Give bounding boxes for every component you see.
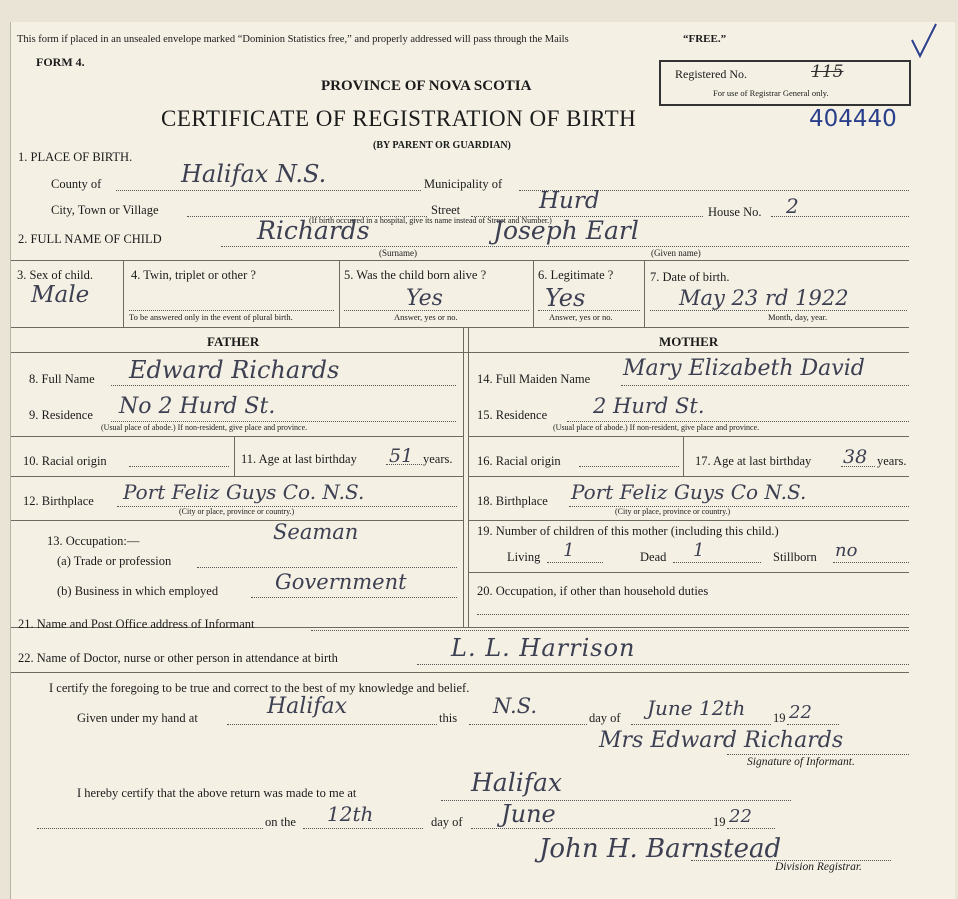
certificate-sheet xyxy=(10,22,955,899)
father-residence-line xyxy=(111,421,456,422)
living-value: 1 xyxy=(563,540,575,561)
on-month-line xyxy=(471,828,711,829)
house-value: 2 xyxy=(786,194,799,218)
divider xyxy=(644,260,645,327)
year-value: 22 xyxy=(789,702,812,723)
field-16-label: 16. Racial origin xyxy=(477,454,561,468)
field-21-label: 21. Name and Post Office address of Informant xyxy=(18,617,255,631)
page-title: CERTIFICATE OF REGISTRATION OF BIRTH xyxy=(161,106,637,131)
given-under-label: Given under my hand at xyxy=(77,711,198,725)
on-day-of-label: day of xyxy=(431,815,463,829)
made-at-value: Halifax xyxy=(471,768,562,797)
made-at-line xyxy=(441,800,791,801)
divider xyxy=(683,436,684,476)
divider xyxy=(123,260,124,327)
on-year-value: 22 xyxy=(729,806,752,827)
field-14-label: 14. Full Maiden Name xyxy=(477,372,591,386)
page-subtitle: (BY PARENT OR GUARDIAN) xyxy=(373,140,511,151)
place-line xyxy=(37,828,263,829)
mother-name-line xyxy=(621,385,909,386)
certify-text: I certify the foregoing to be true and correct to the best of my knowledge and belief. xyxy=(49,681,470,695)
stamp-number: 404440 xyxy=(809,106,897,132)
county-label: County of xyxy=(51,177,102,191)
on-day-value: 12th xyxy=(327,802,374,826)
divider xyxy=(533,260,534,327)
registrar-signature: John H. Barnstead xyxy=(539,834,782,864)
stillborn-label: Stillborn xyxy=(773,550,817,564)
stillborn-value: no xyxy=(835,540,858,561)
house-label: House No. xyxy=(708,205,762,219)
divider xyxy=(11,520,463,521)
day-of-label: day of xyxy=(589,711,621,725)
father-heading: FATHER xyxy=(207,334,260,349)
divider xyxy=(11,352,909,353)
field-6-label: 6. Legitimate ? xyxy=(538,268,614,282)
business-value: Government xyxy=(275,570,407,594)
registered-number-box xyxy=(659,60,911,106)
field-10-label: 10. Racial origin xyxy=(23,454,107,468)
surname-caption: (Surname) xyxy=(379,248,417,258)
registrar-caption: Division Registrar. xyxy=(775,861,862,873)
dead-line xyxy=(673,562,761,563)
field-18-label: 18. Birthplace xyxy=(477,494,548,508)
field-3-label: 3. Sex of child. xyxy=(17,268,94,282)
mother-residence-note: (Usual place of abode.) If non-resident, give place and province. xyxy=(553,423,760,432)
father-residence-note: (Usual place of abode.) If non-resident, give place and province. xyxy=(101,423,308,432)
mother-racial-line xyxy=(579,466,679,467)
field-13a-label: (a) Trade or profession xyxy=(57,554,172,568)
child-surname-value: Richards xyxy=(257,216,370,245)
form-number: FORM 4. xyxy=(36,55,85,69)
day-month-value: June 12th xyxy=(647,696,746,720)
field-4-note: To be answered only in the event of plural birth. xyxy=(129,312,293,322)
field-11-label: 11. Age at last birthday xyxy=(241,452,357,466)
year-prefix2-label: 19 xyxy=(713,815,726,829)
field-6-note: Answer, yes or no. xyxy=(549,312,613,322)
divider xyxy=(463,327,464,627)
informant-signature-line xyxy=(727,754,909,755)
certify2-text: I hereby certify that the above return was made to me at xyxy=(77,786,357,800)
divider xyxy=(468,572,909,573)
given-at-line xyxy=(227,724,437,725)
dead-value: 1 xyxy=(693,540,705,561)
father-years-label: years. xyxy=(423,452,453,466)
street-value: Hurd xyxy=(539,188,600,214)
given-caption: (Given name) xyxy=(651,248,701,258)
province-heading: PROVINCE OF NOVA SCOTIA xyxy=(321,78,532,94)
divider xyxy=(11,436,463,437)
field-13-label: 13. Occupation:— xyxy=(47,534,140,548)
mother-birthplace-value: Port Feliz Guys Co N.S. xyxy=(571,480,807,504)
field-4-label: 4. Twin, triplet or other ? xyxy=(131,268,256,282)
field-2-label: 2. FULL NAME OF CHILD xyxy=(18,232,162,246)
divider xyxy=(468,436,909,437)
father-residence-value: No 2 Hurd St. xyxy=(119,394,276,419)
child-given-value: Joseph Earl xyxy=(493,216,639,245)
this-value: N.S. xyxy=(493,694,538,718)
on-the-label: on the xyxy=(265,815,296,829)
street-label: Street xyxy=(431,203,461,217)
on-day-line xyxy=(303,828,423,829)
trade-line xyxy=(197,567,457,568)
field-1-label: 1. PLACE OF BIRTH. xyxy=(18,150,133,164)
stillborn-line xyxy=(833,562,909,563)
mother-heading: MOTHER xyxy=(659,334,719,349)
field-20-label: 20. Occupation, if other than household duties xyxy=(477,584,709,598)
divider xyxy=(468,476,909,477)
field-5-label: 5. Was the child born alive ? xyxy=(344,268,487,282)
registered-label: Registered No. xyxy=(675,67,747,81)
field-22-label: 22. Name of Doctor, nurse or other person in attendance at birth xyxy=(18,651,338,665)
mother-age-value: 38 xyxy=(843,446,868,468)
mother-residence-value: 2 Hurd St. xyxy=(593,394,705,418)
registered-note: For use of Registrar General only. xyxy=(713,88,829,98)
legitimate-value: Yes xyxy=(545,284,586,312)
divider xyxy=(11,327,909,328)
father-racial-line xyxy=(129,466,229,467)
field-15-label: 15. Residence xyxy=(477,408,548,422)
field-17-label: 17. Age at last birthday xyxy=(695,454,812,468)
field-8-label: 8. Full Name xyxy=(29,372,95,386)
divider xyxy=(468,327,469,627)
child-name-line xyxy=(221,246,909,247)
twin-line xyxy=(129,310,334,311)
father-name-line xyxy=(111,385,456,386)
county-value: Halifax N.S. xyxy=(181,160,327,188)
check-mark-icon xyxy=(906,22,946,92)
given-at-value: Halifax xyxy=(267,694,348,719)
mother-occupation-line xyxy=(477,614,909,615)
business-line xyxy=(251,597,457,598)
field-7-label: 7. Date of birth. xyxy=(650,270,730,284)
trade-value: Seaman xyxy=(273,520,359,544)
year-line xyxy=(787,724,839,725)
field-5-note: Answer, yes or no. xyxy=(394,312,458,322)
mother-name-value: Mary Elizabeth David xyxy=(623,356,865,381)
doctor-value: L. L. Harrison xyxy=(451,634,636,662)
mother-residence-line xyxy=(567,421,909,422)
on-year-line xyxy=(727,828,775,829)
father-birthplace-note: (City or place, province or country.) xyxy=(179,507,295,516)
hospital-note: (If birth occurred in a hospital, give its name instead of Street and Number.) xyxy=(309,216,552,225)
dob-line xyxy=(650,310,907,311)
registered-value: 115 xyxy=(811,62,844,82)
this-line xyxy=(469,724,587,725)
mother-birthplace-note: (City or place, province or country.) xyxy=(615,507,731,516)
living-label: Living xyxy=(507,550,541,564)
on-month-value: June xyxy=(501,800,556,828)
municipality-label: Municipality of xyxy=(424,177,503,191)
year-prefix-label: 19 xyxy=(773,711,786,725)
field-9-label: 9. Residence xyxy=(29,408,93,422)
divider xyxy=(468,520,909,521)
living-line xyxy=(547,562,603,563)
sex-value: Male xyxy=(31,282,90,308)
father-birthplace-value: Port Feliz Guys Co. N.S. xyxy=(123,480,365,504)
dead-label: Dead xyxy=(640,550,667,564)
field-7-note: Month, day, year. xyxy=(768,312,828,322)
dob-value: May 23 rd 1922 xyxy=(679,286,849,310)
divider xyxy=(11,672,909,673)
father-age-value: 51 xyxy=(389,445,414,467)
field-13b-label: (b) Business in which employed xyxy=(57,584,219,598)
divider xyxy=(11,260,909,261)
field-19-label: 19. Number of children of this mother (including this child.) xyxy=(477,524,779,538)
day-of-line xyxy=(631,724,771,725)
mail-notice: This form if placed in an unsealed envelope marked “Dominion Statistics free,” and properly addressed will pass through the Mails xyxy=(17,34,569,45)
this-label: this xyxy=(439,711,458,725)
mail-free: “FREE.” xyxy=(683,33,727,45)
informant-signature: Mrs Edward Richards xyxy=(599,728,844,753)
field-12-label: 12. Birthplace xyxy=(23,494,94,508)
divider xyxy=(11,476,463,477)
informant-signature-caption: Signature of Informant. xyxy=(747,756,855,768)
divider xyxy=(339,260,340,327)
city-label: City, Town or Village xyxy=(51,203,159,217)
alive-value: Yes xyxy=(406,286,443,311)
informant-line xyxy=(311,630,909,631)
father-name-value: Edward Richards xyxy=(129,356,340,384)
doctor-line xyxy=(417,664,909,665)
divider xyxy=(234,436,235,476)
county-line xyxy=(116,190,421,191)
mother-years-label: years. xyxy=(877,454,907,468)
